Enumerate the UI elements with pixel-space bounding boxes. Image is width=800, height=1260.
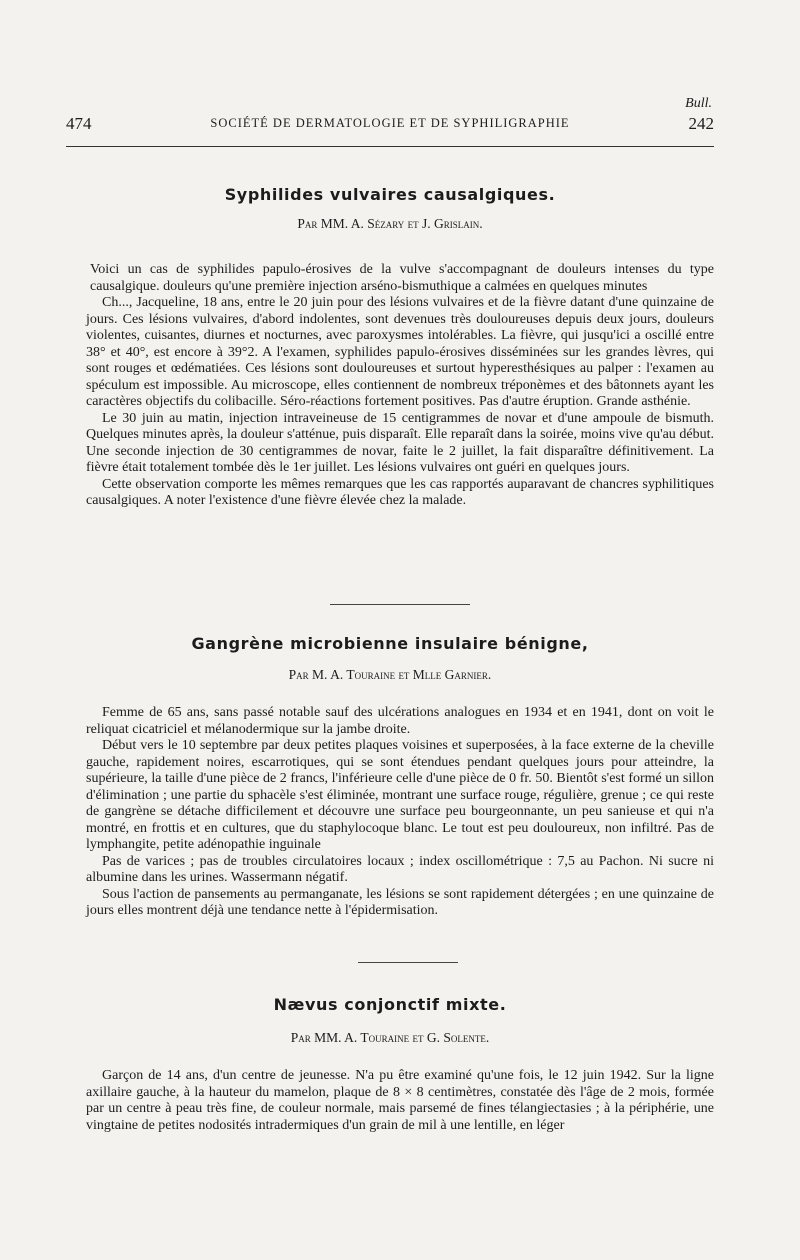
article-body-2: [86, 705, 714, 920]
paragraph: Cette observation comporte les mêmes remarques que les cas rapportés auparavant de chancres syphilitiques causalgiques. A noter l'existence d'une fièvre élevée chez la malade.: [86, 476, 714, 508]
article-byline-3: Par MM. A. Touraine et G. Solente.: [290, 1030, 490, 1045]
running-head: [66, 114, 714, 136]
article-byline-1: Par MM. A. Sézary et J. Grislain.: [297, 216, 483, 231]
article-title-1: Syphilides vulvaires causalgiques.: [224, 185, 556, 204]
paragraph: Sous l'action de pansements au permanganate, les lésions se sont rapidement détergées ; en une quinzaine de jours elles montrent déjà une tendance nette à l'épidermisation.: [86, 886, 714, 918]
paragraph: Femme de 65 ans, sans passé notable sauf des ulcérations analogues en 1934 et en 1941, dont on voit le reliquat cicatriciel et mélanodermique sur la jambe droite.: [86, 705, 714, 737]
section-divider: [330, 604, 470, 605]
article-body-1: [86, 262, 714, 510]
header-rule: [66, 146, 714, 147]
article-title-3: Nævus conjonctif mixte.: [273, 995, 507, 1014]
paragraph: Ch..., Jacqueline, 18 ans, entre le 20 juin pour des lésions vulvaires et de la fièvre datant d'une quinzaine de jours. Ces lésions vulvaires, d'abord indolentes, sont devenues très douloureuses depuis deux jours, douleurs violentes, cuisantes, diurnes et nocturnes, avec paroxysmes intolérables. La fièvre, qui jusqu'ici a oscillé entre 38° et 40°, est encore à 39°2. A l'examen, syphilides papulo-érosives disséminées sur les grandes lèvres, qui sont rouges et œdématiées. Ces lésions sont douloureuses et surtout hyperesthésiques au palper : l'examen au spéculum est impossible. Au microscope, elles contiennent de nombreux tréponèmes et des bâtonnets ayant les caractères objectifs du colibacille. Séro-réactions fortement positives. Pas d'autre éruption. Grande asthénie.: [86, 295, 714, 409]
paragraph: Le 30 juin au matin, injection intraveineuse de 15 centigrammes de novar et d'une ampoule de bismuth. Quelques minutes après, la douleur s'atténue, puis disparaît. Elle reparaît dans la soirée, moins vive qu'au début. Une seconde injection de 30 centigrammes de novar, faite le 2 juillet, la fait disparaître définitivement. La fièvre était totalement tombée dès le 1er juillet. Les lésions vulvaires ont guéri en quelques jours.: [86, 410, 714, 475]
bulletin-label: Bull.: [685, 96, 712, 111]
paragraph: Garçon de 14 ans, d'un centre de jeunesse. N'a pu être examiné qu'une fois, le 12 juin 1942. Sur la ligne axillaire gauche, à la hauteur du mamelon, plaque de 8 × 8 centimètres, constatée dès l'âge de 2 mois, formée par un centre à peau très fine, de couleur normale, mais parsemé de fines télangiectasies ; à la périphérie, une vingtaine de petites nodosités intradermiques d'un grain de mil à une lentille, en léger: [86, 1068, 714, 1133]
section-divider: [358, 962, 458, 963]
paragraph: Voici un cas de syphilides papulo-érosives de la vulve s'accompagnant de douleurs intenses du type causalgique. douleurs qu'une première injection arséno-bismuthique a calmées en quelques minutes: [90, 262, 714, 294]
article-body-3: [86, 1068, 714, 1134]
paragraph: Début vers le 10 septembre par deux petites plaques voisines et superposées, à la face externe de la cheville gauche, rapidement noires, escarrotiques, qui se sont étendues pendant quelques jours pour atteindre, la supérieure, la taille d'une pièce de 2 francs, l'inférieure celle d'une pièce de 0 fr. 50. Bientôt s'est formé un sillon d'élimination ; une partie du sphacèle s'est éliminée, montrant une surface rouge, régulière, grenue ; ce qui reste de gangrène se détache difficilement et découvre une surface peu bourgeonnante, un peu sanieuse et qui n'a montré, en frottis et en cultures, que du staphylocoque blanc. Le tout est peu douloureux, non infiltré. Pas de lymphangite, petite adénopathie inguinale: [86, 738, 714, 852]
article-title-2: Gangrène microbienne insulaire bénigne,: [191, 634, 589, 653]
page-number-left: 474: [66, 114, 92, 133]
paragraph: Pas de varices ; pas de troubles circulatoires locaux ; index oscillométrique : 7,5 au Pachon. Ni sucre ni albumine dans les urines. Wassermann négatif.: [86, 853, 714, 885]
journal-title: SOCIÉTÉ DE DERMATOLOGIE ET DE SYPHILIGRAPHIE: [210, 116, 570, 130]
page-number-right: 242: [688, 114, 714, 133]
article-byline-2: Par M. A. Touraine et Mlle Garnier.: [288, 667, 492, 682]
